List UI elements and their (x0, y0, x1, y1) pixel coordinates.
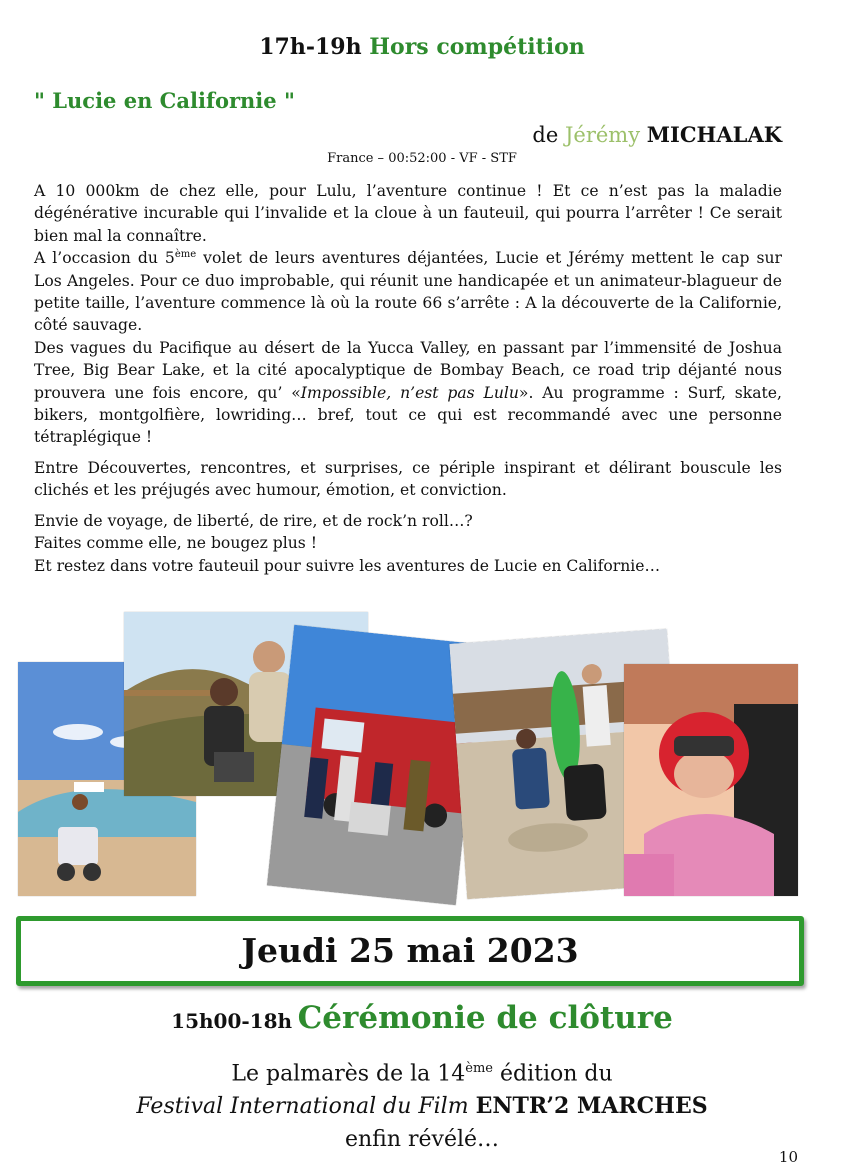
synopsis-paragraph-1: A 10 000km de chez elle, pour Lulu, l’aventure continue ! Et ce n’est pas la maladie dégénérative incurable qui l’invalide et la cloue à un fauteuil, qui pourra l’arrêter ! Ce serait bien mal la connaître. A l’occasion du 5ème volet de leurs aventures déjantées, Lucie et Jérémy mettent le cap sur Los Angeles. Pour ce duo improbable, qui réunit une handicapée et un animateur-blagueur de petite taille, l’aventure commence là où la route 66 s’arrête : A la découverte de la Californie, côté sauvage. Des vagues du Pacifique au désert de la Yucca Valley, en passant par l’immensité de Joshua Tree, Big Bear Lake, et la cité apocalyptique de Bombay Beach, ce road trip déjanté nous prouvera une fois encore, qu’ «Impossible, n’est pas Lulu». Au programme : Surf, skate, bikers, montgolfière, lowriding… bref, tout ce qui est recommandé avec une personne tétraplégique ! (34, 182, 782, 447)
director-byline (532, 122, 782, 147)
synopsis-paragraph-3: Envie de voyage, de liberté, de rire, et de rock’n roll…? Faites comme elle, ne bougez plus ! Et restez dans votre fauteuil pour suivre les aventures de Lucie en Californie… (34, 511, 661, 575)
palmares-line-1: Le palmarès de la 14ème édition du (231, 1061, 613, 1087)
synopsis-paragraph-2: Entre Découvertes, rencontres, et surprises, ce périple inspirant et délirant bouscule les clichés et les préjugés avec humour, émotion, et conviction. (34, 458, 782, 500)
director-last-name: MICHALAK (646, 122, 782, 147)
byline-prefix: de (532, 123, 559, 147)
date-text: Jeudi 25 mai 2023 (241, 931, 579, 970)
date-banner (16, 916, 804, 986)
director-first-name: Jérémy (564, 123, 641, 147)
film-meta: France – 00:52:00 - VF - STF (327, 151, 517, 166)
palmares-line-3: enfin révélé… (344, 1127, 500, 1153)
ceremony-time: 15h00-18h (171, 1009, 293, 1033)
session-time: 17h-19h (259, 34, 362, 60)
session-label: Hors compétition (369, 34, 585, 60)
ceremony-heading (0, 1000, 844, 1036)
film-title: " Lucie en Californie " (34, 88, 295, 113)
ceremony-title: Cérémonie de clôture (297, 1000, 673, 1036)
section-heading (0, 34, 844, 60)
photo-pink-helmet (624, 664, 798, 896)
palmares-text (0, 1052, 844, 1156)
page-number: 10 (778, 1148, 798, 1166)
palmares-line-2: Festival International du Film ENTR’2 MARCHES (136, 1093, 708, 1120)
synopsis (34, 180, 782, 585)
